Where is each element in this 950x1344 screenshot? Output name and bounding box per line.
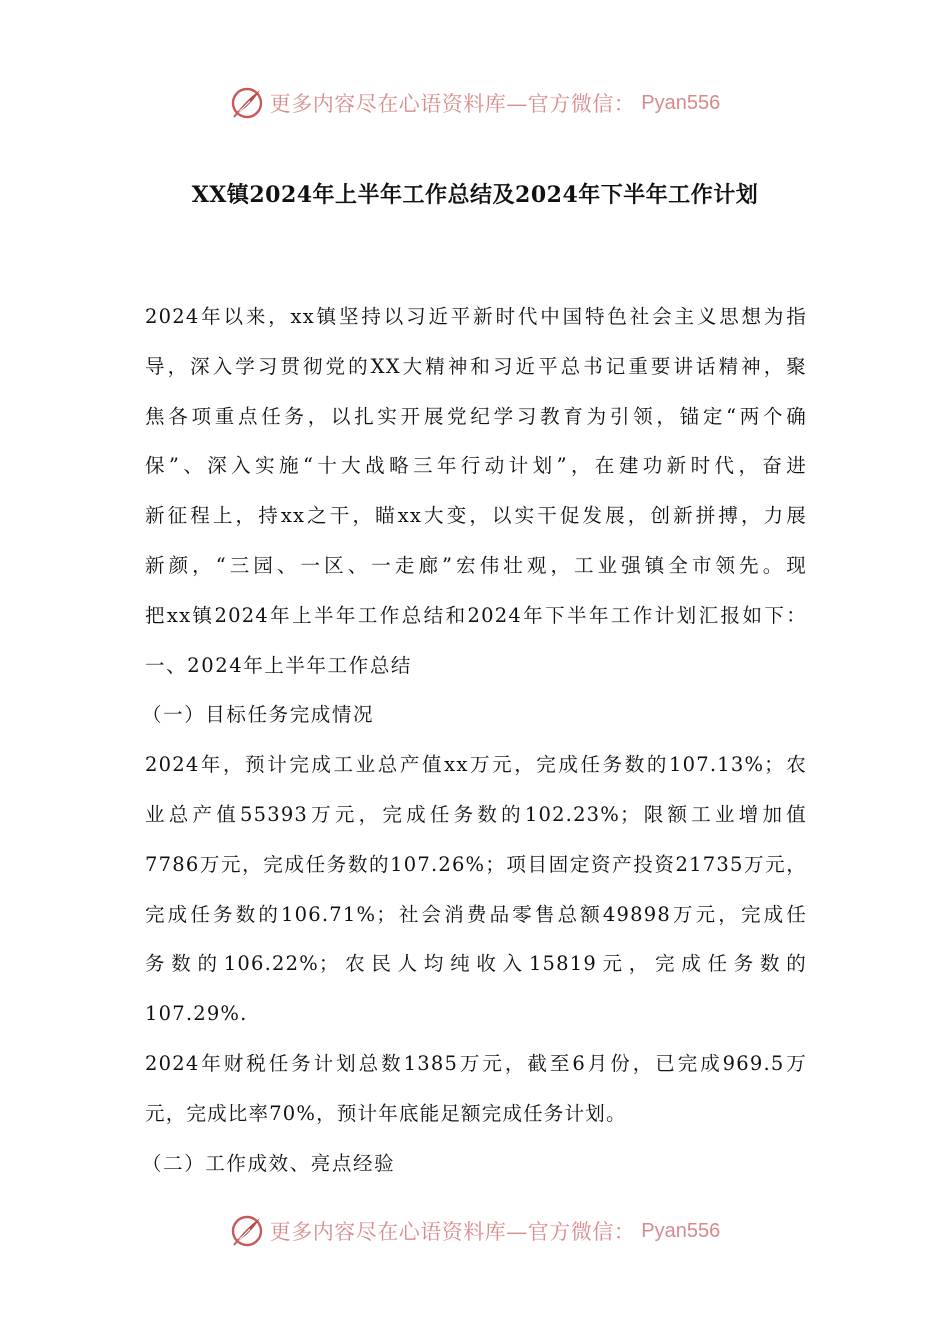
subsection-heading: （二）工作成效、亮点经验 xyxy=(142,1151,396,1175)
quill-logo-icon xyxy=(230,1214,264,1248)
paragraph-line: 保”、深入实施“十大战略三年行动计划”，在建功新时代，奋进 xyxy=(145,454,807,478)
paragraph-line: 新征程上，持xx之干，瞄xx大变，以实干促发展，创新拼搏，力展 xyxy=(145,504,807,528)
watermark-wechat-id: Pyan556 xyxy=(641,1219,721,1242)
paragraph-line: 元，完成比率70%，预计年底能足额完成任务计划。 xyxy=(145,1101,627,1125)
watermark-text: 更多内容尽在心语资料库—官方微信： xyxy=(269,1220,636,1244)
paragraph-line: 107.29%. xyxy=(145,1002,248,1026)
watermark-footer xyxy=(0,1211,950,1251)
watermark-header xyxy=(0,83,950,123)
paragraph-line: 2024年以来，xx镇坚持以习近平新时代中国特色社会主义思想为指 xyxy=(145,305,807,328)
section-heading: 一、2024年上半年工作总结 xyxy=(145,653,413,677)
watermark-text: 更多内容尽在心语资料库—官方微信： xyxy=(269,92,636,116)
paragraph-line: 完成任务数的106.71%；社会消费品零售总额49898万元，完成任 xyxy=(145,902,807,926)
document-title: XX镇2024年上半年工作总结及2024年下半年工作计划 xyxy=(191,182,759,208)
paragraph-line: 导，深入学习贯彻党的XX大精神和习近平总书记重要讲话精神，聚 xyxy=(145,354,807,378)
paragraph-line: 业总产值55393万元，完成任务数的102.23%；限额工业增加值 xyxy=(145,802,807,826)
paragraph-line: 7786万元，完成任务数的107.26%；项目固定资产投资21735万元， xyxy=(145,852,807,876)
subsection-heading: （一）目标任务完成情况 xyxy=(142,703,375,727)
paragraph-line: 2024年，预计完成工业总产值xx万元，完成任务数的107.13%；农 xyxy=(145,753,807,777)
quill-logo-icon xyxy=(230,86,264,120)
paragraph-line: 务数的106.22%；农民人均纯收入15819元，完成任务数的 xyxy=(145,952,807,976)
watermark-wechat-id: Pyan556 xyxy=(641,91,721,114)
paragraph-line: 焦各项重点任务，以扎实开展党纪学习教育为引领，锚定“两个确 xyxy=(145,404,807,428)
paragraph-line: 新颜，“三园、一区、一走廊”宏伟壮观，工业强镇全市领先。现 xyxy=(145,553,807,577)
paragraph-line: 把xx镇2024年上半年工作总结和2024年下半年工作计划汇报如下： xyxy=(145,603,807,627)
document-body xyxy=(142,301,807,1197)
paragraph-line: 2024年财税任务计划总数1385万元，截至6月份，已完成969.5万 xyxy=(145,1051,807,1075)
